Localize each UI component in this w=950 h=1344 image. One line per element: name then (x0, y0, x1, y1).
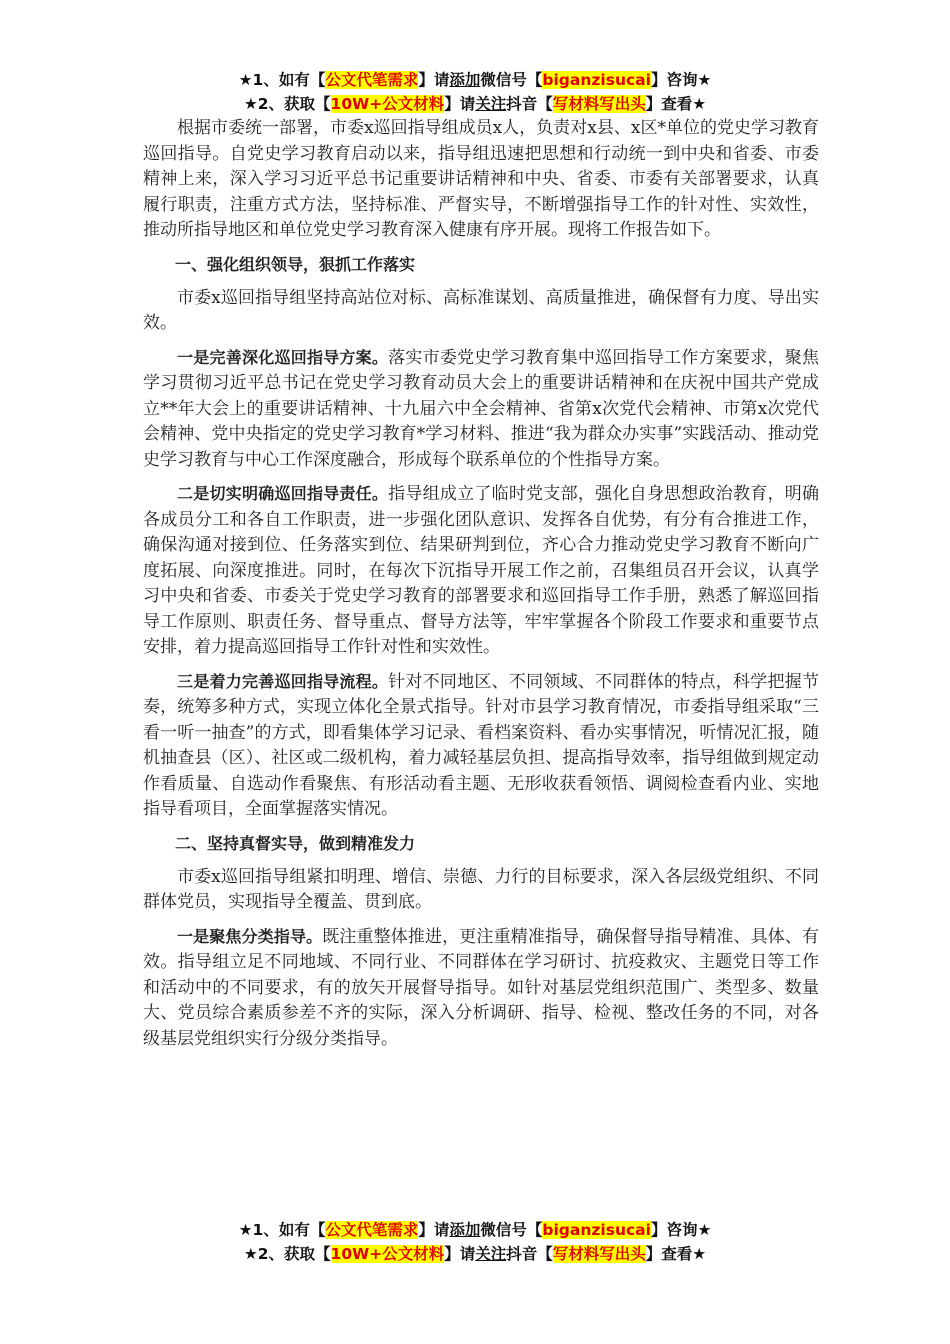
promo-highlight: 10W+公文材料 (330, 1245, 445, 1263)
section-heading-1: 一、强化组织领导，狠抓工作落实 (175, 254, 416, 274)
intro-paragraph: 根据市委统一部署，市委x巡回指导组成员x人，负责对x县、x区*单位的党史学习教育巡回指导。自党史学习教育启动以来，指导组迅速把思想和行动统一到中央和省委、市委精神上来，深入学习习近平总书记重要讲话精神和中央、省委、市委有关部署要求，认真履行职责，注重方式方法，坚持标准、严督实导，不断增强指导工作的针对性、实效性，推动所指导地区和单位党史学习教育深入健康有序开展。现将工作报告如下。 (143, 118, 819, 240)
section-2-intro: 市委x巡回指导组紧扣明理、增信、崇德、力行的目标要求，深入各层级党组织、不同群体党员，实现指导全覆盖、贯到底。 (143, 866, 819, 912)
item-body: 落实市委党史学习教育集中巡回指导工作方案要求，聚焦学习贯彻习近平总书记在党史学习教育动员大会上的重要讲话精神和在庆祝中国共产党成立**年大会上的重要讲话精神、十九届六中全会精神、省第x次党代会精神、市第x次党代会精神、党中央指定的党史学习教育*学习材料、推进“我为群众办实事”实践活动、推动党史学习教育与中心工作深度融合，形成每个联系单位的个性指导方案。 (143, 347, 819, 470)
document-body (143, 116, 819, 1060)
promo-text: 】咨询★ (650, 1221, 712, 1239)
section-1-intro: 市委x巡回指导组坚持高站位对标、高标准谋划、高质量推进，确保督有力度、导出实效。 (143, 287, 819, 333)
promo-text: 】请 (418, 1221, 450, 1239)
promo-text: 微信号【 (480, 71, 543, 89)
promo-highlight: 公文代笔需求 (325, 71, 419, 89)
promo-text: 】查看★ (645, 1245, 707, 1263)
promo-emphasis: 关注 (475, 1245, 507, 1263)
promo-highlight-douyin-id: 写材料写出头 (552, 1245, 646, 1263)
promo-text: ★2、获取【 (243, 1245, 331, 1263)
section-1-item-2 (143, 481, 819, 661)
promo-text: 抖音【 (506, 1245, 553, 1263)
promo-text: ★1、如有【 (238, 1221, 326, 1239)
promo-text: ★1、如有【 (238, 71, 326, 89)
promo-highlight-douyin-id: 写材料写出头 (552, 95, 646, 113)
promo-emphasis: 关注 (475, 95, 507, 113)
item-body: 指导组成立了临时党支部，强化自身思想政治教育，明确各成员分工和各自工作职责，进一步强化团队意识、发挥各自优势，有分有合推进工作，确保沟通对接到位、任务落实到位、结果研判到位，齐心合力推动党史学习教育不断向广度拓展、向深度推进。同时，在每次下沉指导开展工作之前，召集组员召开会议，认真学习中央和省委、市委关于党史学习教育的部署要求和巡回指导工作手册，熟悉了解巡回指导工作原则、职责任务、督导重点、督导方法等，牢牢掌握各个阶段工作要求和重要节点安排，着力提高巡回指导工作针对性和实效性。 (143, 484, 819, 657)
promo-text: 】咨询★ (650, 71, 712, 89)
promo-highlight-wechat-id: biganzisucai (542, 1221, 651, 1239)
promo-emphasis: 添加 (449, 71, 481, 89)
item-body: 既注重整体推进，更注重精准指导，确保督导指导精准、具体、有效。指导组立足不同地域、不同行业、不同群体在学习研讨、抗疫救灾、主题党日等工作和活动中的不同要求，有的放矢开展督导指导。如针对基层党组织范围广、类型多、数量大、党员综合素质参差不齐的实际，深入分析调研、指导、检视、整改任务的不同，对各级基层党组织实行分级分类指导。 (143, 926, 819, 1049)
promo-text: ★2、获取【 (243, 95, 331, 113)
promo-highlight-wechat-id: biganzisucai (542, 71, 651, 89)
item-lead: 一是聚焦分类指导。 (177, 926, 323, 946)
item-lead: 一是完善深化巡回指导方案。 (177, 347, 389, 367)
promo-text: 微信号【 (480, 1221, 543, 1239)
section-1-item-3 (143, 669, 819, 823)
promo-text: 】请 (444, 95, 476, 113)
promo-emphasis: 添加 (449, 1221, 481, 1239)
promo-highlight: 公文代笔需求 (325, 1221, 419, 1239)
promo-line-2 (0, 92, 950, 116)
promo-text: 抖音【 (506, 95, 553, 113)
item-lead: 三是着力完善巡回指导流程。 (177, 671, 389, 691)
promo-line-1 (0, 1218, 950, 1242)
promo-text: 】请 (418, 71, 450, 89)
item-lead: 二是切实明确巡回指导责任。 (177, 484, 389, 503)
item-body: 针对不同地区、不同领域、不同群体的特点，科学把握节奏，统筹多种方式，实现立体化全景式指导。针对市县学习教育情况，市委指导组采取“三看一听一抽查”的方式，即看集体学习记录、看档案资料、看办实事情况，听情况汇报，随机抽查县（区）、社区或二级机构，着力减轻基层负担、提高指导效率，指导组做到规定动作看质量、自选动作看聚焦、有形活动看主题、无形收获看领悟、调阅检查看内业、实地指导看项目，全面掌握落实情况。 (143, 671, 819, 819)
section-1-item-1 (143, 345, 819, 474)
promo-line-1 (0, 68, 950, 92)
promo-text: 】查看★ (645, 95, 707, 113)
section-2-item-1 (143, 924, 819, 1053)
promo-line-2 (0, 1242, 950, 1266)
section-heading-2: 二、坚持真督实导，做到精准发力 (175, 833, 416, 853)
promo-banner-bottom (0, 1218, 950, 1266)
promo-highlight: 10W+公文材料 (330, 95, 445, 113)
promo-text: 】请 (444, 1245, 476, 1263)
promo-banner-top (0, 68, 950, 116)
